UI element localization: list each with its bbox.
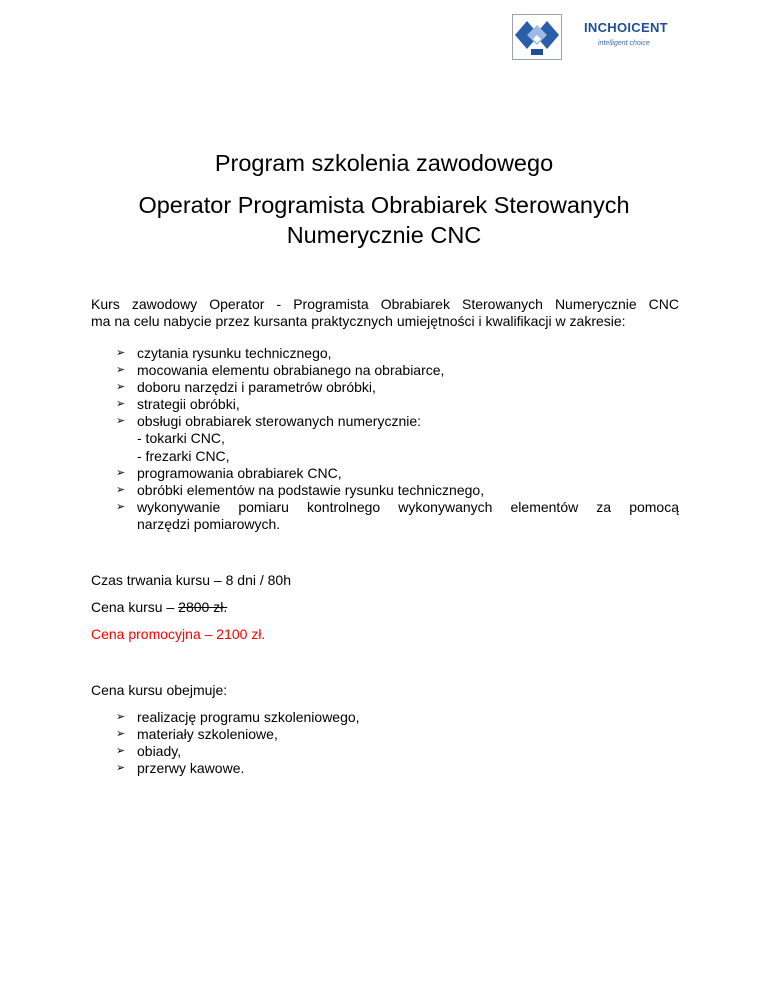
list-item (116, 709, 656, 726)
list-item-text: doboru narzędzi i parametrów obróbki, (137, 379, 376, 396)
list-subitem (116, 430, 679, 447)
arrow-bullet-icon: ➢ (116, 466, 126, 479)
list-item-text: mocowania elementu obrabianego na obrabiarce, (137, 362, 445, 379)
course-name-line-1: Operator Programista Obrabiarek Sterowanych (138, 192, 630, 218)
list-item-text: materiały szkoleniowe, (137, 726, 278, 743)
page-title: Program szkolenia zawodowego (214, 150, 554, 176)
price-label: Cena kursu – (91, 599, 179, 615)
arrow-bullet-icon: ➢ (116, 347, 126, 359)
list-item-text: czytania rysunku technicznego, (137, 345, 332, 361)
intro-line-2: ma na celu nabycie przez kursanta praktycznych umiejętności i kwalifikacji w zakresie: (91, 313, 626, 329)
list-item-text-continued: narzędzi pomiarowych. (137, 515, 281, 532)
list-subitem-text: - frezarki CNC, (137, 447, 230, 464)
arrow-bullet-icon: ➢ (116, 728, 126, 741)
list-item (116, 482, 679, 499)
arrow-bullet-icon: ➢ (116, 745, 126, 758)
list-item (116, 726, 656, 743)
list-subitem (116, 448, 679, 465)
list-item-text: obsługi obrabiarek sterowanych numerycznie: (137, 413, 422, 430)
arrow-bullet-icon: ➢ (116, 500, 126, 513)
list-subitem-text: - tokarki CNC, (137, 430, 225, 447)
list-item-text: strategii obróbki, (137, 396, 240, 413)
list-item-text: realizację programu szkoleniowego, (137, 709, 360, 725)
intro-line-1: Kurs zawodowy Operator - Programista Obrabiarek Sterowanych Numerycznie CNC (91, 296, 679, 312)
list-item (116, 465, 679, 482)
includes-list (116, 709, 656, 777)
arrow-bullet-icon: ➢ (116, 381, 126, 394)
scope-list (116, 345, 679, 533)
logo-brand-name: INCHOICENT (584, 20, 668, 35)
old-price-value: 2800 zł. (178, 599, 228, 615)
arrow-bullet-icon: ➢ (116, 398, 126, 411)
company-logo (512, 14, 672, 60)
arrow-bullet-icon: ➢ (116, 483, 126, 496)
promo-price: Cena promocyjna – 2100 zł. (91, 626, 266, 642)
arrow-bullet-icon: ➢ (116, 711, 126, 723)
list-item (116, 362, 679, 379)
list-item (116, 743, 656, 760)
arrow-bullet-icon: ➢ (116, 762, 126, 775)
list-item-text: obiady, (137, 743, 182, 760)
list-item (116, 379, 679, 396)
list-item (116, 499, 679, 533)
intro-paragraph (91, 296, 679, 330)
list-item (116, 396, 679, 413)
course-price (91, 599, 227, 616)
course-name-line-2: Numerycznie CNC (286, 222, 482, 248)
handshake-logo-icon (512, 14, 562, 60)
list-item-text: obróbki elementów na podstawie rysunku technicznego, (137, 481, 485, 498)
logo-tagline: intelligent choice (598, 40, 650, 47)
list-item-text: przerwy kawowe. (137, 760, 245, 777)
list-item-text: wykonywanie pomiaru kontrolnego wykonywanych elementów za pomocą (137, 498, 679, 515)
includes-heading: Cena kursu obejmuje: (91, 682, 228, 698)
list-item (116, 760, 656, 777)
list-item-text: programowania obrabiarek CNC, (137, 464, 342, 481)
arrow-bullet-icon: ➢ (116, 364, 126, 377)
arrow-bullet-icon: ➢ (116, 415, 126, 428)
list-item (116, 413, 679, 430)
course-duration: Czas trwania kursu – 8 dni / 80h (91, 572, 291, 588)
list-item (116, 345, 679, 362)
